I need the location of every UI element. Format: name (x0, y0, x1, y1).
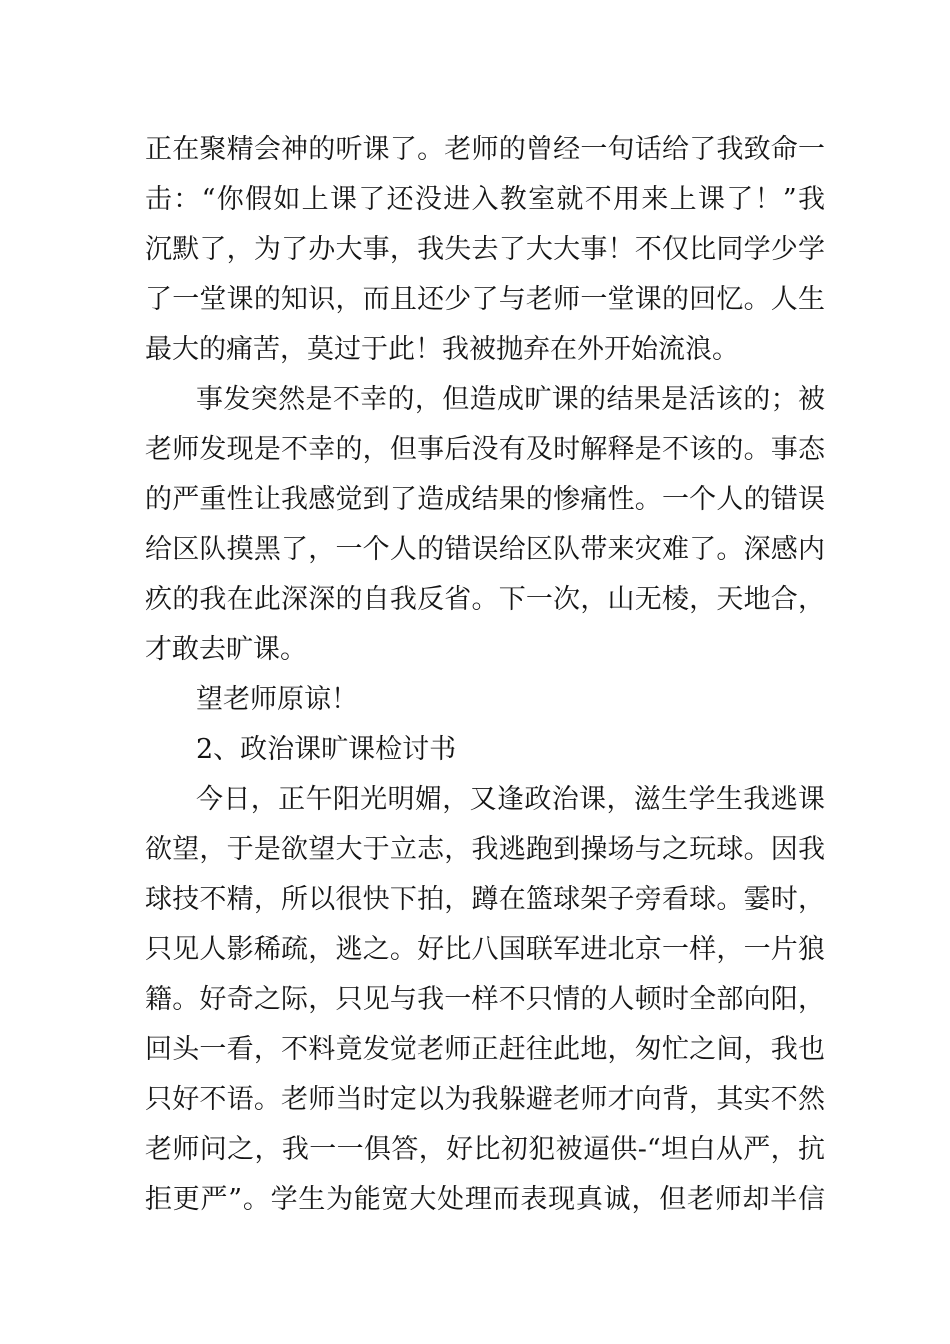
body-text-line: 欲望，于是欲望大于立志，我逃跑到操场与之玩球。因我 (145, 834, 825, 865)
body-text-line: 才敢去旷课。 (145, 634, 307, 665)
body-text-line: 今日，正午阳光明媚，又逢政治课，滋生学生我逃课 (196, 784, 825, 815)
body-text-line: 事发突然是不幸的，但造成旷课的结果是活该的；被 (196, 384, 825, 415)
body-text-line: 拒更严”。学生为能宽大处理而表现真诚，但老师却半信 (145, 1184, 825, 1215)
body-text-line: 疚的我在此深深的自我反省。下一次，山无棱，天地合， (145, 584, 825, 615)
body-text-line: 沉默了，为了办大事，我失去了大大事！不仅比同学少学 (145, 234, 825, 265)
body-text-line: 只好不语。老师当时定以为我躲避老师才向背，其实不然 (145, 1084, 825, 1115)
body-text-line: 击：“你假如上课了还没进入教室就不用来上课了！”我 (145, 184, 825, 215)
body-text-line: 正在聚精会神的听课了。老师的曾经一句话给了我致命一 (145, 134, 825, 165)
body-text-line: 老师发现是不幸的，但事后没有及时解释是不该的。事态 (145, 434, 825, 465)
body-text-line: 望老师原谅！ (196, 684, 358, 715)
body-text-line: 球技不精，所以很快下拍，蹲在篮球架子旁看球。霎时， (145, 884, 825, 915)
body-text-line: 籍。好奇之际，只见与我一样不只情的人顿时全部向阳， (145, 984, 825, 1015)
body-text-line: 最大的痛苦，莫过于此！我被抛弃在外开始流浪。 (145, 334, 739, 365)
body-text-line: 的严重性让我感觉到了造成结果的惨痛性。一个人的错误 (145, 484, 825, 515)
body-text-line: 了一堂课的知识，而且还少了与老师一堂课的回忆。人生 (145, 284, 825, 315)
section-heading: 2、政治课旷课检讨书 (196, 734, 457, 765)
body-text-line: 只见人影稀疏，逃之。好比八国联军进北京一样，一片狼 (145, 934, 825, 965)
body-text-line: 回头一看，不料竟发觉老师正赶往此地，匆忙之间，我也 (145, 1034, 825, 1065)
body-text-line: 老师问之，我一一俱答，好比初犯被逼供-“坦白从严，抗 (145, 1134, 825, 1165)
body-text-line: 给区队摸黑了，一个人的错误给区队带来灾难了。深感内 (145, 534, 825, 565)
